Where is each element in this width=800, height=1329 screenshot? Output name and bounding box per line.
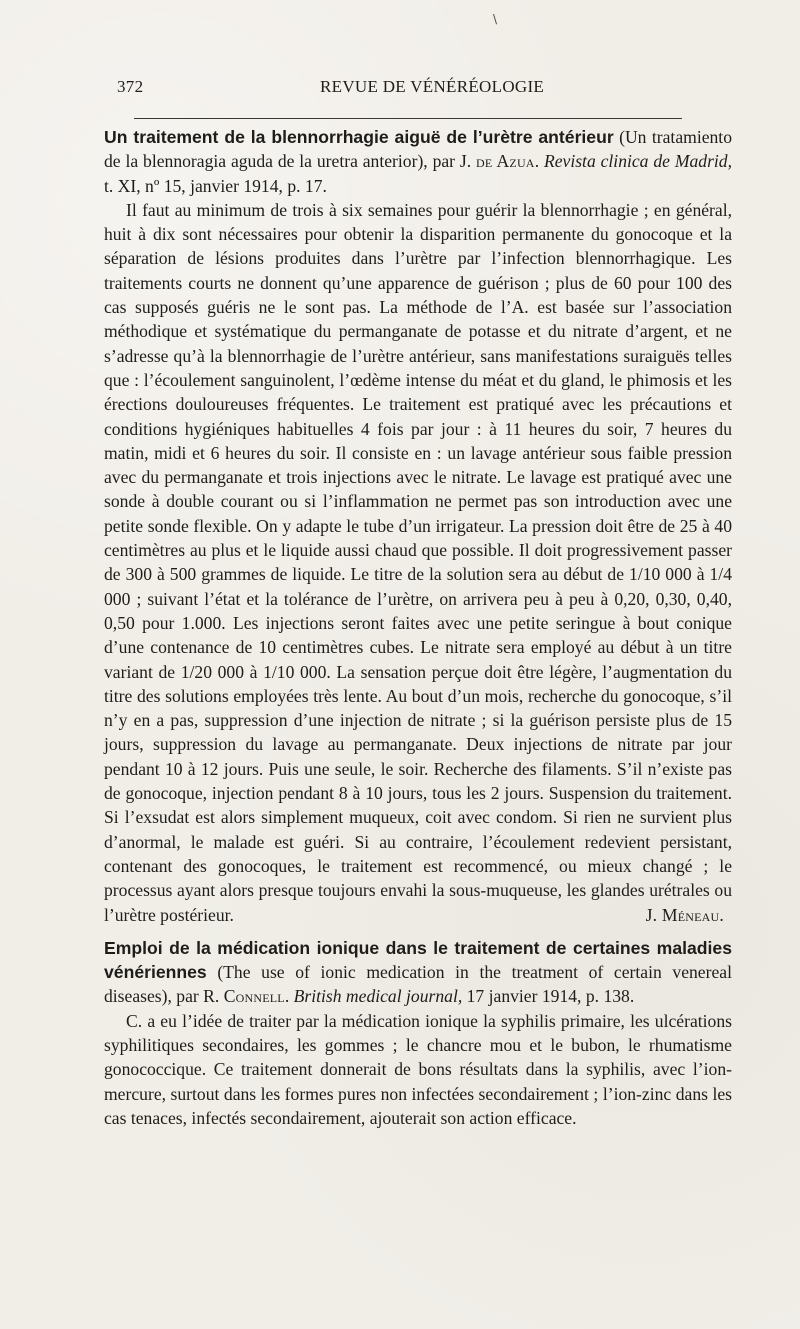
page-number: 372	[117, 77, 144, 96]
article-signature: J. Méneau.	[645, 904, 724, 925]
article-translation: (Un tratamiento de la blennoragia aguda de la uretra anterior), par J.	[104, 127, 732, 172]
article-title: Un traitement de la blennorrhagie aiguë de l’urètre antérieur	[104, 127, 614, 147]
header-rule	[134, 118, 682, 119]
article-citation	[104, 936, 732, 1009]
article-body-text: Il faut au minimum de trois à six semaines pour guérir la blennorrhagie ; en général, huit à dix sont nécessaires pour obtenir la disparition permanente du gonocoque et la séparation de lésions produites dans l’urètre par l’infection blennorrhagique. Les traitements courts ne donnent qu’une apparence de guérison ; plus de 60 pour 100 des cas supposés guéris ne le sont pas. La méthode de l’A. est basée sur l’association méthodique et systématique du permanganate de potasse et du nitrate d’argent, et ne s’adresse qu’à la blennorrhagie de l’urètre antérieur, sans manifestations suraiguës telles que : l’écoulement sanguinolent, l’œdème intense du méat et du gland, le phimosis et les érections douloureuses fréquentes. Le traitement est pratiqué avec les précautions et conditions hygiéniques habituelles 4 fois par jour : à 11 heures du soir, 7 heures du matin, midi et 6 heures du soir. Il consiste en : un lavage antérieur sous faible pression avec du permanganate et trois injections avec le nitrate. Le lavage est pratiqué avec une sonde à double courant ou si l’inflammation ne permet pas son introduction avec une petite sonde flexible. On y adapte le tube d’un irrigateur. La pression doit être de 25 à 40 centimètres au plus et le liquide aussi chaud que possible. Il doit progressivement passer de 300 à 500 grammes de liquide. Le titre de la solution sera au début de 1/10 000 à 1/4 000 ; suivant l’état et la tolérance de l’urètre, on arrivera peu à peu à 0,20, 0,30, 0,40, 0,50 pour 1.000. Les injections seront faites avec une petite seringue à bout conique d’une contenance de 10 centimètres cubes. Le nitrate sera employé au début à un titre variant de 1/20 000 à 1/10 000. La sensation perçue doit être légère, l’augmentation du titre des solutions employées très lente. Au bout d’un mois, recherche du gonocoque, s’il n’y en a pas, suppression d’une injection de nitrate ; si la guérison persiste plus de 15 jours, suppression du lavage au permanganate. Deux injections de nitrate par jour pendant 10 à 12 jours. Puis une seule, le soir. Recherche des filaments. S’il n’existe pas de gonocoque, injection pendant 8 à 10 jours, tous les 2 jours. Suspension du traitement. Si l’exsudat est alors simplement muqueux, coit avec condom. Si rien ne survient plus d’anormal, le malade est guéri. Si au contraire, l’écoulement redevient persistant, contenant des gonocoques, le traitement est recommencé, ou mieux changé ; le processus ayant alors presque toujours envahi la sous-muqueuse, les glandes urétrales ou l’urètre postérieur.	[104, 199, 732, 925]
article-translation: (The use of ionic medication in the treatment of certain venereal diseases), par R.	[104, 962, 732, 1007]
article-ionic-medication	[104, 936, 732, 1130]
citation-details: t. XI, nº 15, janvier 1914, p. 17.	[104, 175, 327, 196]
article-title: Emploi de la médication ionique dans le traitement de certaines maladies vénériennes	[104, 937, 732, 983]
journal-running-title: REVUE DE VÉNÉRÉOLOGIE	[320, 77, 545, 96]
article-paragraph	[104, 198, 732, 927]
author-punctuation: .	[534, 151, 544, 172]
author-name: de Azua	[476, 151, 535, 172]
article-paragraph	[104, 1009, 732, 1130]
article-blennorrhagie	[104, 125, 732, 927]
journal-name: Revista clinica de Madrid,	[543, 151, 732, 172]
page-content	[104, 125, 732, 1130]
top-mark: \	[493, 12, 498, 26]
running-header	[117, 77, 692, 99]
author-name: Connell	[223, 986, 285, 1007]
article-body-text: C. a eu l’idée de traiter par la médication ionique la syphilis primaire, les ulcérations syphilitiques secondaires, les gommes ; le chancre mou et le bubon, le rhumatisme gonococcique. Ce traitement donnerait de bons résultats dans la syphilis, avec l’ion-mercure, surtout dans les formes pures non infectées secondairement ; l’ion-zinc dans les cas tenaces, infectés secondairement, ajouterait son action efficace.	[104, 1010, 732, 1128]
article-citation	[104, 125, 732, 198]
author-punctuation: .	[284, 986, 294, 1007]
journal-name: British medical journal,	[293, 986, 463, 1007]
citation-details: 17 janvier 1914, p. 138.	[462, 986, 635, 1007]
